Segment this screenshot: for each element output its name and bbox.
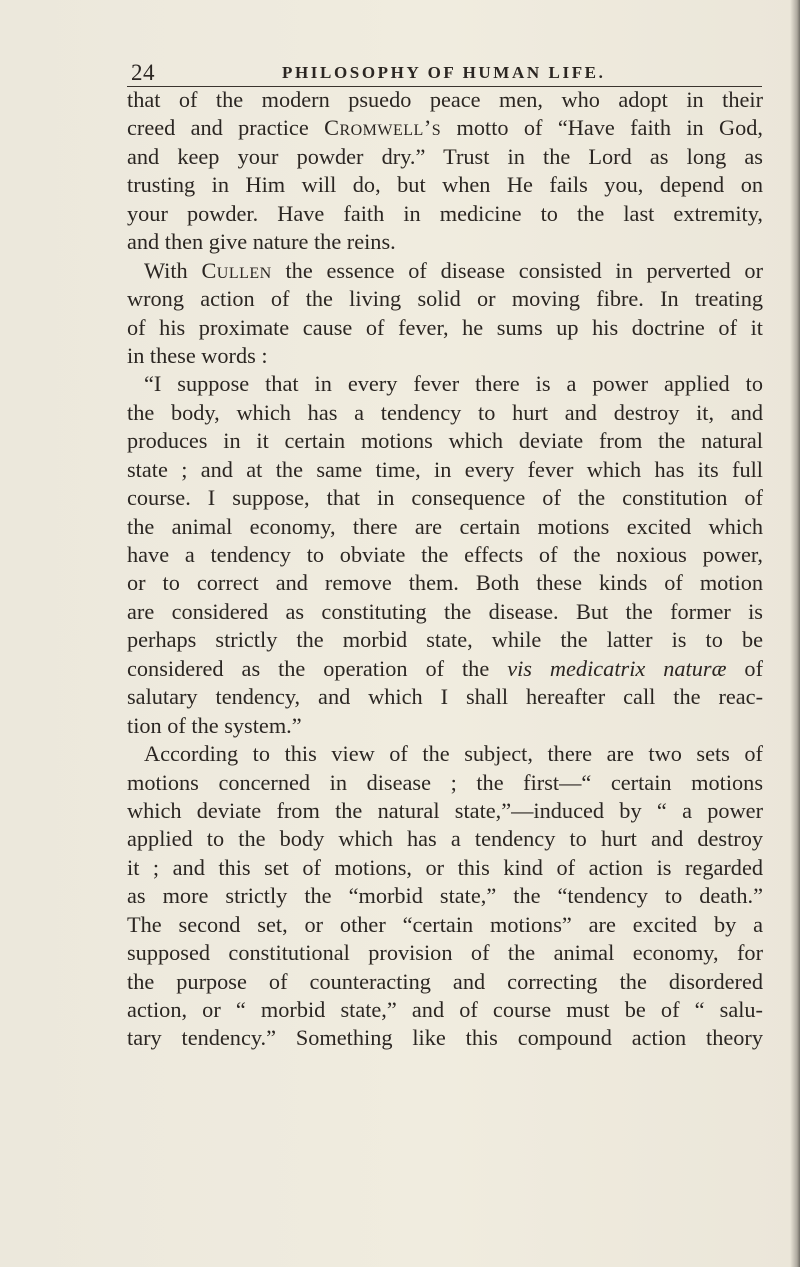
page-number: 24 — [131, 60, 155, 85]
quote-line: “I suppose that in every fever there is a power applied to — [144, 371, 763, 397]
latin-phrase: vis medicatrix naturæ — [507, 655, 727, 681]
text-line: in these words : — [127, 342, 268, 368]
text-line: your powder. Have faith in medicine to the last extremity, — [127, 200, 763, 226]
text-line: which deviate from the natural state,”—induced by “ a power — [127, 797, 763, 823]
quote-line: produces in it certain motions which deviate from the natural — [127, 428, 763, 454]
quote-line: state ; and at the same time, in every fever which has its full — [127, 456, 763, 482]
text-line: motions concerned in disease ; the first—“ certain motions — [127, 769, 763, 795]
quote-line: tion of the system.” — [127, 712, 302, 738]
text-line: that of the modern psuedo peace men, who adopt in their — [127, 87, 763, 112]
quote-line: course. I suppose, that in consequence of the constitution of — [127, 485, 763, 511]
quote-line: have a tendency to obviate the effects of the noxious power, — [127, 542, 763, 567]
quote-line: the body, which has a tendency to hurt and destroy it, and — [127, 399, 763, 425]
page-header — [127, 48, 762, 85]
name-cromwell: Cromwell’s — [324, 115, 442, 141]
running-head: PHILOSOPHY OF HUMAN LIFE. — [282, 63, 606, 82]
name-cullen: Cullen — [201, 257, 272, 283]
quote-line: the animal economy, there are certain motions excited which — [127, 513, 763, 539]
page-edge-shadow — [790, 0, 800, 1267]
text-line: trusting in Him will do, but when He fails you, depend on — [127, 172, 763, 198]
quote-line: perhaps strictly the morbid state, while the latter is to be — [127, 627, 763, 653]
text-line: creed and practice Cromwell’s motto of “Have faith in God, — [127, 115, 763, 141]
text-line: and keep your powder dry.” Trust in the Lord as long as — [127, 143, 763, 169]
text-line: as more strictly the “morbid state,” the “tendency to death.” — [127, 883, 763, 909]
text-line: supposed constitutional provision of the animal economy, for — [127, 940, 763, 966]
text-line: action, or “ morbid state,” and of course must be of “ salu- — [127, 997, 763, 1022]
text-line: and then give nature the reins. — [127, 229, 396, 255]
text-line: tary tendency.” Something like this compound action theory — [127, 1025, 763, 1051]
text-line: wrong action of the living solid or moving fibre. In treating — [127, 286, 763, 312]
body-text — [127, 86, 763, 1053]
quote-line: or to correct and remove them. Both these kinds of motion — [127, 570, 763, 596]
text-line: According to this view of the subject, there are two sets of — [144, 741, 763, 767]
text-line: applied to the body which has a tendency to hurt and destroy — [127, 826, 763, 852]
quote-line: considered as the operation of the vis medicatrix naturæ of — [127, 655, 763, 681]
text-line: the purpose of counteracting and correcting the disordered — [127, 968, 763, 994]
text-line: it ; and this set of motions, or this kind of action is regarded — [127, 854, 763, 880]
text-line: The second set, or other “certain motions” are excited by a — [127, 911, 763, 937]
quote-line: salutary tendency, and which I shall hereafter call the reac- — [127, 684, 763, 710]
text-line: of his proximate cause of fever, he sums up his doctrine of it — [127, 314, 763, 340]
text-line: With Cullen the essence of disease consisted in perverted or — [144, 257, 763, 283]
quote-line: are considered as constituting the disease. But the former is — [127, 598, 763, 624]
